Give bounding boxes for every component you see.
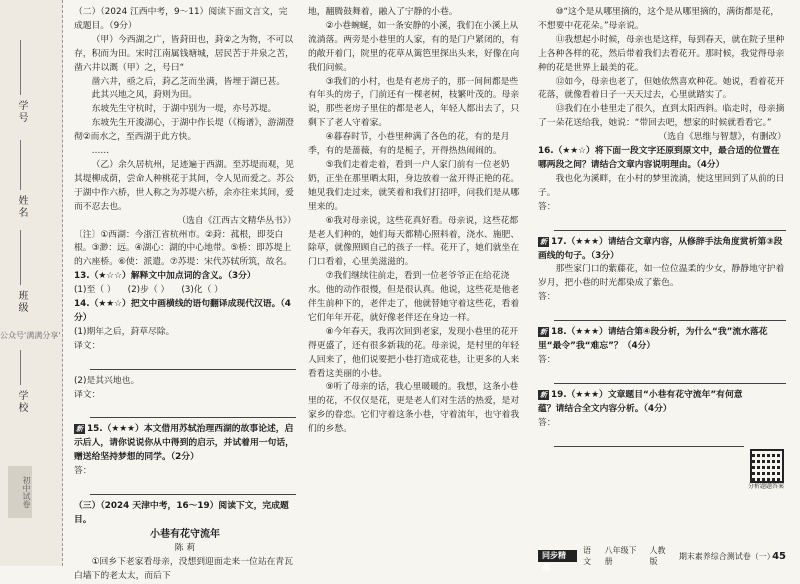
right-column <box>538 6 786 452</box>
question-19: 新 19.（★★★）文章题目“小巷有花守流年”有何意蕴？请结合全文内容分析。（4分） <box>538 389 743 414</box>
story-paragraph: ④暮春时节，小巷里种满了各色的花，有的是月季，有的是蔷薇，有的是栀子，开得热热闹闹的。 <box>308 132 510 157</box>
question-17: 新 17.（★★★）请结合文章内容，从修辞手法角度赏析第③段画线的句子。（3分） <box>538 236 783 261</box>
divider-line <box>20 40 21 95</box>
student-id-label: 学号 <box>16 100 27 124</box>
story-paragraph: ⑬我们在小巷里走了很久，直到太阳西斜。临走时，母亲摘了一朵花送给我，她说：“带回去吧，想家的时候就看看它。” <box>538 104 785 129</box>
divider-line <box>20 350 21 385</box>
answer-label: 译文： <box>74 340 101 351</box>
passage-paragraph: 此其兴地之风，葑则为田。 <box>91 90 198 101</box>
answer-label: 答： <box>538 201 556 212</box>
middle-column <box>308 6 526 437</box>
question-16: 16.（★★☆）将下面一段文字还原到原文中，最合适的位置在哪两段之间？请结合文章内容说明理由。（4分） <box>538 146 780 170</box>
footnote: 〔注〕①西湖：今浙江省杭州市。②葑：菰根，即茭白根。③渺：远。④湖心：湖的中心地带。⑤桥：即苏堤上的六座桥。⑥使：派遣。⑦苏堤：宋代苏轼所筑，故名。 <box>74 229 293 268</box>
qr-code-icon[interactable] <box>750 449 784 483</box>
new-tag-icon: 新 <box>540 328 547 337</box>
story-paragraph: ⑧今年春天，我再次回到老家，发现小巷里的花开得更盛了，还有很多新栽的花。母亲说，是村里的年轻人回来了，他们说要把小巷打造成花巷，让更多的人来看看这美丽的小巷。 <box>308 326 520 379</box>
new-tag-icon: 新 <box>540 390 547 399</box>
source-note: （选自《思维与智慧》，有删改） <box>658 132 786 143</box>
passage-paragraph: 东坡先生守杭时，于湖中别为一堤，亦号苏堤。 <box>91 104 277 115</box>
blank-3[interactable]: (3)化（ ） <box>181 285 223 296</box>
footer-grade: 八年级下册 <box>604 546 637 566</box>
story-paragraph: ⑨听了母亲的话，我心里暖暖的。我想，这条小巷里的花，不仅仅是花，更是老人们对生活的热爱，是对家乡的眷恋。它们守着这条小巷，守着流年，也守着我们的乡愁。 <box>308 382 520 435</box>
question-14: 14.（★★☆）把文中画横线的语句翻译成现代汉语。（4分） <box>74 299 291 323</box>
footer-exam: 期末素养综合测试卷（一） <box>678 551 775 561</box>
binding-strip <box>0 0 63 566</box>
question-13-items <box>74 284 296 298</box>
story-paragraph: ⑫如今，母亲也老了，但她依然喜欢种花。她说，看着花开花落，就像看着日子一天天过去，心里就踏实了。 <box>538 76 785 101</box>
author: 陈 莉 <box>174 542 196 553</box>
divider-line <box>20 140 21 190</box>
story-paragraph: ⑩“这个是从哪里摘的，这个是从哪里摘的，满街都是花，不想要中花花朵。”母亲说。 <box>538 7 780 31</box>
blank-1[interactable]: (1)至（ ） <box>74 285 116 296</box>
answer-line[interactable] <box>554 308 786 321</box>
story-paragraph: ⑥我对母亲说，这些花真好看。母亲说，这些花都是老人们种的，她们每天都精心照料着，浇水、施肥、除草，就像照顾自己的孩子一样。花开了，她们就坐在门口看着，心里美滋滋的。 <box>308 215 520 268</box>
page-number: 45 <box>772 550 786 562</box>
story-title: 小巷有花守流年 <box>150 528 220 540</box>
name-label: 姓名 <box>16 195 27 219</box>
story-paragraph: 地，翻腾鼓舞着，融入了宁静的小巷。 <box>308 7 458 17</box>
source-note: （选自《江西古文精华丛书》） <box>177 215 296 226</box>
story-paragraph: ⑪我想起小时候，母亲也是这样，每到春天，就在院子里种上各种各样的花，然后带着我们去看花开。那时候，我觉得母亲种的花是世界上最美的花。 <box>538 34 785 73</box>
answer-label: 答： <box>538 354 556 365</box>
passage-paragraph: 东坡先生开浚湖心，于湖中作长堤（《梅谱》，游湖澄彻②而水之，至西湖于此方快。 <box>74 118 294 143</box>
footer-subject: 语文 <box>583 546 592 566</box>
answer-label: 答： <box>538 292 556 303</box>
section-heading: （二）（2024 江西中考，9～11）阅读下面文言文，完成题目。（9分） <box>74 7 288 31</box>
passage-paragraph: （甲）今西湖之广，皆葑田也，葑②之为物，不可以存，积而为田。宋时江南属钱塘城，居民苦于井泉之苦，凿六井以溉（甲）之，号曰“ <box>74 34 294 73</box>
watermark-text: 公众号'满满分享' <box>0 331 61 340</box>
question-14-item: (2)是其兴地也。 <box>74 375 140 386</box>
passage-paragraph: （乙）余久居杭州，足迹遍于西湖。至苏堤而观，见其堤柳成荫，尝命人种桃花于其间，令人见而爱之。苏公于湖中作六桥，世人称之为苏堤六桥，余亦往来其间，爱而不忍去也。 <box>74 159 294 212</box>
brand-logo: 初中试卷 <box>8 466 32 518</box>
new-tag-icon: 新 <box>540 237 547 246</box>
question-15: 新 15.（★★★）本文借用苏轼治理西湖的故事论述，启示后人，请你说说你从中得到的启示，并试着用一句话，赠送给坚持梦想的同学。（2分） <box>74 424 294 463</box>
answer-line[interactable] <box>90 405 296 418</box>
question-18: 新 18.（★★★）请结合第④段分析，为什么“我”流水落花里“最令”我“难忘”？（4分） <box>538 327 768 352</box>
section-heading: （三）（2024 天津中考，16～19）阅读下文，完成题目。 <box>74 501 289 525</box>
class-label: 班级 <box>16 290 27 314</box>
school-label: 学校 <box>16 390 27 414</box>
answer-label: 答： <box>74 466 92 477</box>
footer-logo: 同步精练 <box>538 550 577 562</box>
story-paragraph: ②小巷蜿蜒，如一条安静的小溪，我们在小溪上从流淌落。两旁是小巷里的人家，有的是门户紧闭的，有的敞开着门，院里的花草从篱笆里探出头来，好像在向我们问候。 <box>308 20 520 73</box>
answer-line[interactable] <box>554 371 786 384</box>
ellipsis: …… <box>91 146 110 157</box>
left-column <box>74 6 296 584</box>
answer-line[interactable] <box>90 482 296 495</box>
passage-paragraph: 凿六井，亟之后，葑乙芝而坐满，皆埋于湖已甚。 <box>91 76 286 87</box>
footer-edition: 人教版 <box>649 546 666 566</box>
story-paragraph: ⑤我们走着走着，看到一户人家门前有一位老奶奶，正坐在那里晒太阳，身边放着一盆开得正艳的花。她见我们走过来，就笑着和我们打招呼，问我们是从哪里来的。 <box>308 159 520 212</box>
qr-caption: 分析题题答案 <box>747 483 784 490</box>
divider-line <box>20 230 21 285</box>
story-paragraph: ③我们的小村，也是有老房子的，那一间间都是些有年头的房子，门前还有一棵老树，枝繁叶茂的。母亲说，那些老房子里住的都是老人，年轻人都出去了，只剩下了老人守着家。 <box>308 76 520 129</box>
answer-line[interactable] <box>90 357 296 370</box>
question-17-text: 那些家门口的紫藤花，如一位位温柔的少女，静静地守护着岁月，把小巷的时光都染成了紫色。 <box>538 264 785 289</box>
answer-label: 译文： <box>74 389 101 400</box>
blank-2[interactable]: (2)步（ ） <box>127 285 170 296</box>
question-16-text: 我也化为溪畔，在小村的梦里流淌，使这里回到了从前的日子。 <box>538 173 785 198</box>
story-paragraph: ①回乡下老家看母亲，没想到迎面走来一位站在青瓦白墙下的老太太，而后下 <box>74 556 294 581</box>
answer-line[interactable] <box>554 434 744 447</box>
answer-line[interactable] <box>554 218 786 231</box>
page-footer <box>538 546 786 572</box>
answer-label: 答： <box>538 417 556 428</box>
question-14-item: (1)期年之后，葑草尽除。 <box>74 326 175 337</box>
story-paragraph: ⑦我们继续往前走，看到一位老爷爷正在给花浇水。他的动作很慢，但是很认真。他说，这些花是他老伴生前种下的，老伴走了，他就替她守着这些花，看着它们年年开花，就好像老伴还在身边一样。 <box>308 271 520 323</box>
question-13: 13.（★☆☆）解释文中加点词的含义。（3分） <box>74 271 256 282</box>
new-tag-icon: 新 <box>76 425 83 434</box>
